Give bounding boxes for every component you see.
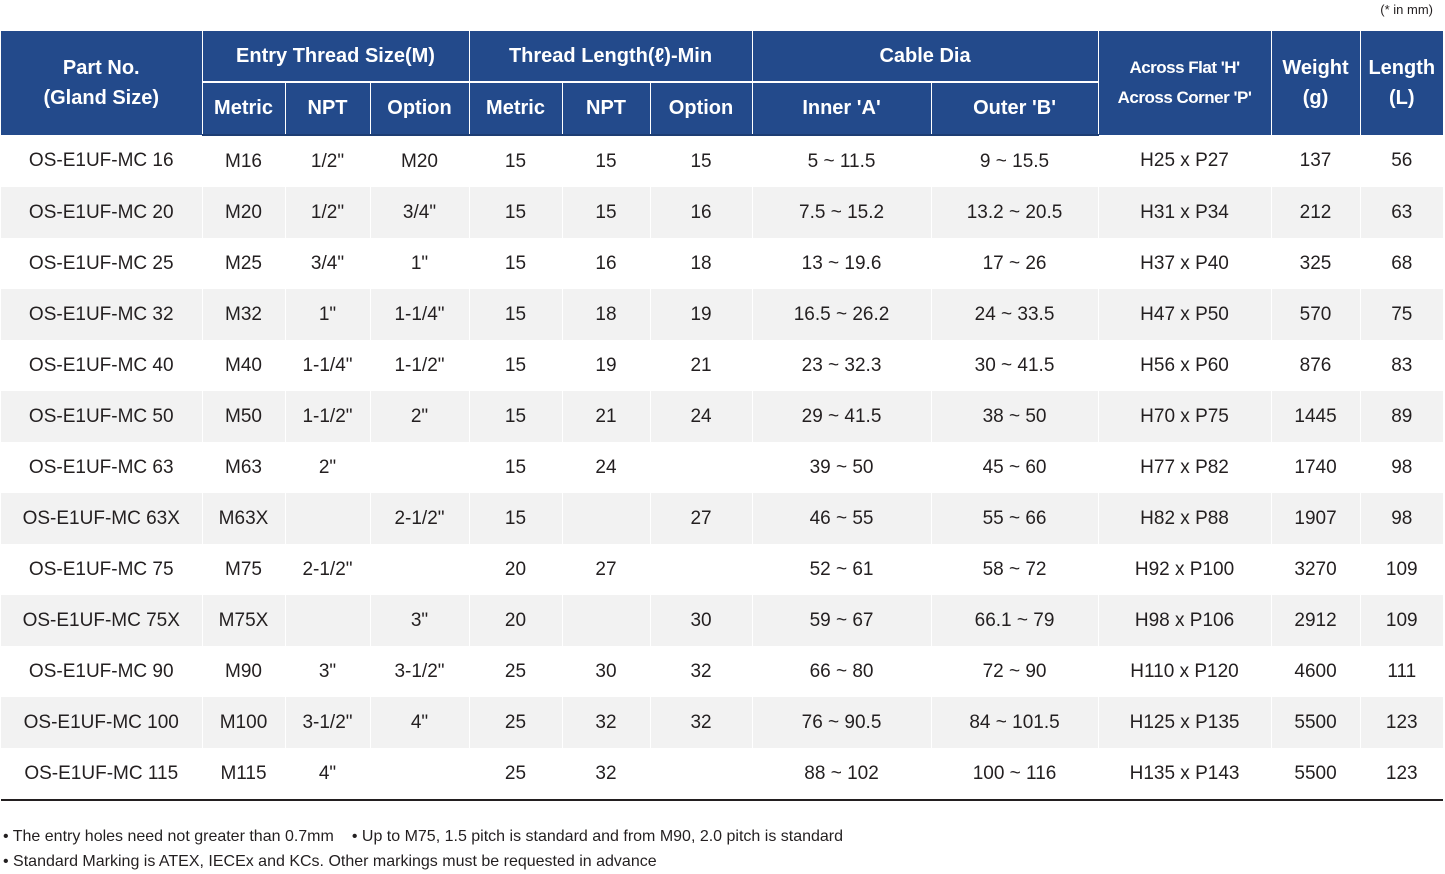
cell-length-metric: 15 bbox=[469, 340, 562, 391]
cell-length: 98 bbox=[1360, 442, 1443, 493]
table-row bbox=[1, 544, 1443, 595]
cell-across-flat-corner: H98 x P106 bbox=[1098, 595, 1271, 646]
cell-part-no: OS-E1UF-MC 16 bbox=[28, 150, 174, 171]
cell-weight: 876 bbox=[1271, 340, 1360, 391]
cell-cable-outer: 66.1 ~ 79 bbox=[931, 595, 1098, 646]
cell-length-npt: 21 bbox=[562, 391, 650, 442]
cell-length-option: 30 bbox=[650, 595, 752, 646]
cell-part-no: OS-E1UF-MC 50 bbox=[1, 391, 202, 442]
cell-weight: 1740 bbox=[1271, 442, 1360, 493]
cell-weight: 5500 bbox=[1271, 748, 1360, 800]
cell-across-flat-corner: H77 x P82 bbox=[1098, 442, 1271, 493]
cell-length-metric: 15 bbox=[469, 442, 562, 493]
cell-cable-inner: 5 ~ 11.5 bbox=[752, 135, 931, 187]
cell-length-npt bbox=[562, 493, 650, 544]
cell-entry-metric: M63X bbox=[202, 493, 285, 544]
cell-cable-outer: 9 ~ 15.5 bbox=[931, 135, 1098, 187]
table-row bbox=[1, 697, 1443, 748]
cell-length-option: 32 bbox=[650, 697, 752, 748]
cell-weight: 1907 bbox=[1271, 493, 1360, 544]
cell-entry-npt: 4" bbox=[285, 748, 370, 800]
subheader-entry-option: Option bbox=[370, 82, 469, 135]
cell-entry-option: 1-1/4" bbox=[370, 289, 469, 340]
cell-entry-npt: 2" bbox=[285, 442, 370, 493]
note-entry-holes: • The entry holes need not greater than 0.7mm bbox=[3, 828, 334, 845]
cell-entry-metric: M100 bbox=[202, 697, 285, 748]
cell-entry-option: M20 bbox=[370, 135, 469, 187]
cell-weight: 4600 bbox=[1271, 646, 1360, 697]
cell-weight: 570 bbox=[1271, 289, 1360, 340]
cell-entry-npt: 2-1/2" bbox=[285, 544, 370, 595]
cell-cable-outer: 30 ~ 41.5 bbox=[931, 340, 1098, 391]
cell-length-option: 16 bbox=[650, 187, 752, 238]
cell-across-flat-corner: H37 x P40 bbox=[1098, 238, 1271, 289]
cell-cable-inner: 39 ~ 50 bbox=[752, 442, 931, 493]
cell-length-metric: 15 bbox=[469, 238, 562, 289]
cell-length-npt: 18 bbox=[562, 289, 650, 340]
cell-length-option: 21 bbox=[650, 340, 752, 391]
cell-length-npt bbox=[562, 595, 650, 646]
cell-part-no: OS-E1UF-MC 63X bbox=[1, 493, 202, 544]
cell-across-flat-corner: H92 x P100 bbox=[1098, 544, 1271, 595]
cell-cable-outer: 58 ~ 72 bbox=[931, 544, 1098, 595]
cell-length-metric: 25 bbox=[469, 748, 562, 800]
table-row bbox=[1, 187, 1443, 238]
cell-cable-inner: 7.5 ~ 15.2 bbox=[752, 187, 931, 238]
cell-length-npt: 30 bbox=[562, 646, 650, 697]
cell-cable-outer: 72 ~ 90 bbox=[931, 646, 1098, 697]
cell-length-metric: 20 bbox=[469, 595, 562, 646]
cell-length: 109 bbox=[1360, 595, 1443, 646]
cell-entry-metric: M90 bbox=[202, 646, 285, 697]
cell-entry-option: 1" bbox=[370, 238, 469, 289]
gland-spec-table bbox=[1, 31, 1443, 801]
cell-entry-npt bbox=[285, 493, 370, 544]
cell-part-no: OS-E1UF-MC 40 bbox=[28, 354, 174, 376]
cell-entry-option bbox=[370, 544, 469, 595]
cell-length-metric: 15 bbox=[469, 391, 562, 442]
table-row bbox=[1, 442, 1443, 493]
note-marking: • Standard Marking is ATEX, IECEx and KCs. Other markings must be requested in advance bbox=[3, 853, 657, 870]
cell-across-flat-corner: H25 x P27 bbox=[1098, 135, 1271, 187]
cell-entry-metric: M75 bbox=[202, 544, 285, 595]
cell-length: 75 bbox=[1360, 289, 1443, 340]
header-gland-size-label: (Gland Size) bbox=[43, 87, 160, 109]
footnote-line-1 bbox=[3, 824, 843, 849]
cell-entry-metric: M25 bbox=[202, 238, 285, 289]
cell-across-flat-corner: H47 x P50 bbox=[1098, 289, 1271, 340]
cell-cable-inner: 66 ~ 80 bbox=[752, 646, 931, 697]
cell-length-option: 27 bbox=[650, 493, 752, 544]
header-weight bbox=[1271, 31, 1360, 135]
cell-length: 63 bbox=[1360, 187, 1443, 238]
cell-entry-npt: 1/2" bbox=[285, 187, 370, 238]
cell-entry-option: 2-1/2" bbox=[370, 493, 469, 544]
header-part-no bbox=[1, 31, 202, 135]
cell-length-npt: 32 bbox=[562, 748, 650, 800]
cell-entry-npt: 3-1/2" bbox=[285, 697, 370, 748]
header-entry-thread: Entry Thread Size(M) bbox=[202, 31, 469, 82]
footnote-line-2 bbox=[3, 849, 843, 874]
cell-length-metric: 25 bbox=[469, 697, 562, 748]
cell-entry-npt: 3/4" bbox=[285, 238, 370, 289]
header-length-unit: (L) bbox=[1389, 87, 1415, 109]
cell-length: 123 bbox=[1360, 697, 1443, 748]
cell-length-npt: 15 bbox=[562, 187, 650, 238]
cell-entry-metric: M40 bbox=[202, 340, 285, 391]
cell-weight: 1445 bbox=[1271, 391, 1360, 442]
header-thread-length: Thread Length(ℓ)-Min bbox=[469, 31, 752, 82]
cell-length-metric: 15 bbox=[469, 135, 562, 187]
cell-part-no: OS-E1UF-MC 75 bbox=[28, 558, 174, 580]
cell-cable-inner: 29 ~ 41.5 bbox=[752, 391, 931, 442]
cell-entry-option: 1-1/2" bbox=[370, 340, 469, 391]
table-row bbox=[1, 646, 1443, 697]
cell-cable-outer: 38 ~ 50 bbox=[931, 391, 1098, 442]
cell-across-flat-corner: H135 x P143 bbox=[1098, 748, 1271, 800]
subheader-cable-inner: Inner 'A' bbox=[752, 82, 931, 135]
cell-length-metric: 15 bbox=[469, 187, 562, 238]
header-length-label: Length bbox=[1368, 57, 1436, 79]
cell-entry-option bbox=[370, 442, 469, 493]
cell-part-no: OS-E1UF-MC 25 bbox=[28, 252, 174, 274]
cell-part-no: OS-E1UF-MC 100 bbox=[1, 697, 202, 748]
header-part-no-label: Part No. bbox=[62, 57, 140, 79]
cell-length-metric: 25 bbox=[469, 646, 562, 697]
cell-entry-npt: 1-1/4" bbox=[285, 340, 370, 391]
cell-weight: 325 bbox=[1271, 238, 1360, 289]
cell-cable-inner: 13 ~ 19.6 bbox=[752, 238, 931, 289]
cell-cable-inner: 16.5 ~ 26.2 bbox=[752, 289, 931, 340]
cell-cable-outer: 84 ~ 101.5 bbox=[931, 697, 1098, 748]
header-row-top bbox=[1, 31, 1443, 82]
cell-weight: 2912 bbox=[1271, 595, 1360, 646]
cell-cable-outer: 100 ~ 116 bbox=[931, 748, 1098, 800]
cell-cable-inner: 52 ~ 61 bbox=[752, 544, 931, 595]
cell-across-flat-corner: H31 x P34 bbox=[1098, 187, 1271, 238]
cell-weight: 212 bbox=[1271, 187, 1360, 238]
cell-part-no: OS-E1UF-MC 115 bbox=[1, 748, 202, 800]
cell-entry-metric: M75X bbox=[202, 595, 285, 646]
unit-note: (* in mm) bbox=[1380, 2, 1433, 17]
cell-entry-npt: 1/2" bbox=[285, 135, 370, 187]
cell-entry-option: 4" bbox=[370, 697, 469, 748]
cell-length-metric: 15 bbox=[469, 493, 562, 544]
cell-length-option bbox=[650, 544, 752, 595]
cell-across-flat-corner: H110 x P120 bbox=[1098, 646, 1271, 697]
table-row bbox=[1, 391, 1443, 442]
table-row bbox=[1, 238, 1443, 289]
cell-entry-npt: 3" bbox=[285, 646, 370, 697]
footnotes bbox=[3, 824, 843, 874]
cell-length-option: 19 bbox=[650, 289, 752, 340]
header-length bbox=[1360, 31, 1443, 135]
cell-entry-metric: M63 bbox=[202, 442, 285, 493]
cell-across-flat-corner: H125 x P135 bbox=[1098, 697, 1271, 748]
cell-entry-option: 3" bbox=[370, 595, 469, 646]
cell-length-metric: 20 bbox=[469, 544, 562, 595]
subheader-length-option: Option bbox=[650, 82, 752, 135]
cell-length: 83 bbox=[1360, 340, 1443, 391]
header-across-corner-label: Across Corner 'P' bbox=[1117, 88, 1252, 107]
cell-entry-npt: 1-1/2" bbox=[285, 391, 370, 442]
table-body bbox=[1, 135, 1443, 800]
cell-cable-outer: 13.2 ~ 20.5 bbox=[931, 187, 1098, 238]
cell-length: 111 bbox=[1360, 646, 1443, 697]
header-across-flat-label: Across Flat 'H' bbox=[1129, 58, 1240, 77]
table-row bbox=[1, 595, 1443, 646]
cell-length-npt: 32 bbox=[562, 697, 650, 748]
cell-across-flat-corner: H56 x P60 bbox=[1098, 340, 1271, 391]
cell-cable-inner: 76 ~ 90.5 bbox=[752, 697, 931, 748]
cell-weight: 3270 bbox=[1271, 544, 1360, 595]
cell-entry-option: 2" bbox=[370, 391, 469, 442]
cell-weight: 137 bbox=[1271, 135, 1360, 187]
cell-entry-option bbox=[370, 748, 469, 800]
cell-across-flat-corner: H70 x P75 bbox=[1098, 391, 1271, 442]
cell-entry-metric: M32 bbox=[202, 289, 285, 340]
cell-across-flat-corner: H82 x P88 bbox=[1098, 493, 1271, 544]
cell-part-no: OS-E1UF-MC 32 bbox=[1, 289, 202, 340]
cell-cable-outer: 24 ~ 33.5 bbox=[931, 289, 1098, 340]
cell-weight: 5500 bbox=[1271, 697, 1360, 748]
cell-entry-npt: 1" bbox=[285, 289, 370, 340]
cell-part-no: OS-E1UF-MC 20 bbox=[1, 187, 202, 238]
cell-length-npt: 24 bbox=[562, 442, 650, 493]
cell-cable-inner: 46 ~ 55 bbox=[752, 493, 931, 544]
cell-entry-metric: M16 bbox=[202, 135, 285, 187]
cell-length: 56 bbox=[1360, 135, 1443, 187]
table-row bbox=[1, 135, 1443, 187]
cell-length-option: 18 bbox=[650, 238, 752, 289]
header-weight-label: Weight bbox=[1282, 57, 1349, 79]
cell-length-metric: 15 bbox=[469, 289, 562, 340]
cell-length: 89 bbox=[1360, 391, 1443, 442]
cell-length-option bbox=[650, 748, 752, 800]
cell-entry-npt bbox=[285, 595, 370, 646]
cell-cable-inner: 23 ~ 32.3 bbox=[752, 340, 931, 391]
cell-length-option: 24 bbox=[650, 391, 752, 442]
cell-part-no: OS-E1UF-MC 63 bbox=[28, 456, 174, 478]
subheader-length-npt: NPT bbox=[562, 82, 650, 135]
table-row bbox=[1, 289, 1443, 340]
cell-cable-outer: 17 ~ 26 bbox=[931, 238, 1098, 289]
cell-length: 68 bbox=[1360, 238, 1443, 289]
cell-length: 109 bbox=[1360, 544, 1443, 595]
cell-length-option bbox=[650, 442, 752, 493]
cell-length-npt: 27 bbox=[562, 544, 650, 595]
table-row bbox=[1, 748, 1443, 800]
cell-length: 98 bbox=[1360, 493, 1443, 544]
header-across bbox=[1098, 31, 1271, 135]
table-row bbox=[1, 340, 1443, 391]
cell-cable-outer: 55 ~ 66 bbox=[931, 493, 1098, 544]
subheader-cable-outer: Outer 'B' bbox=[931, 82, 1098, 135]
subheader-entry-npt: NPT bbox=[285, 82, 370, 135]
cell-entry-metric: M20 bbox=[202, 187, 285, 238]
cell-part-no: OS-E1UF-MC 90 bbox=[28, 660, 174, 682]
cell-cable-inner: 88 ~ 102 bbox=[752, 748, 931, 800]
cell-entry-metric: M115 bbox=[202, 748, 285, 800]
subheader-length-metric: Metric bbox=[469, 82, 562, 135]
cell-length-option: 15 bbox=[650, 135, 752, 187]
note-pitch: • Up to M75, 1.5 pitch is standard and from M90, 2.0 pitch is standard bbox=[351, 828, 844, 845]
header-weight-unit: (g) bbox=[1302, 87, 1329, 109]
table-row bbox=[1, 493, 1443, 544]
cell-part-no: OS-E1UF-MC 75X bbox=[1, 595, 202, 646]
cell-length-npt: 15 bbox=[562, 135, 650, 187]
cell-length-option: 32 bbox=[650, 646, 752, 697]
cell-length: 123 bbox=[1360, 748, 1443, 800]
header-cable-dia: Cable Dia bbox=[752, 31, 1098, 82]
cell-length-npt: 16 bbox=[562, 238, 650, 289]
cell-length-npt: 19 bbox=[562, 340, 650, 391]
cell-cable-inner: 59 ~ 67 bbox=[752, 595, 931, 646]
cell-entry-option: 3/4" bbox=[370, 187, 469, 238]
cell-entry-option: 3-1/2" bbox=[370, 646, 469, 697]
cell-entry-metric: M50 bbox=[202, 391, 285, 442]
cell-cable-outer: 45 ~ 60 bbox=[931, 442, 1098, 493]
subheader-entry-metric: Metric bbox=[202, 82, 285, 135]
